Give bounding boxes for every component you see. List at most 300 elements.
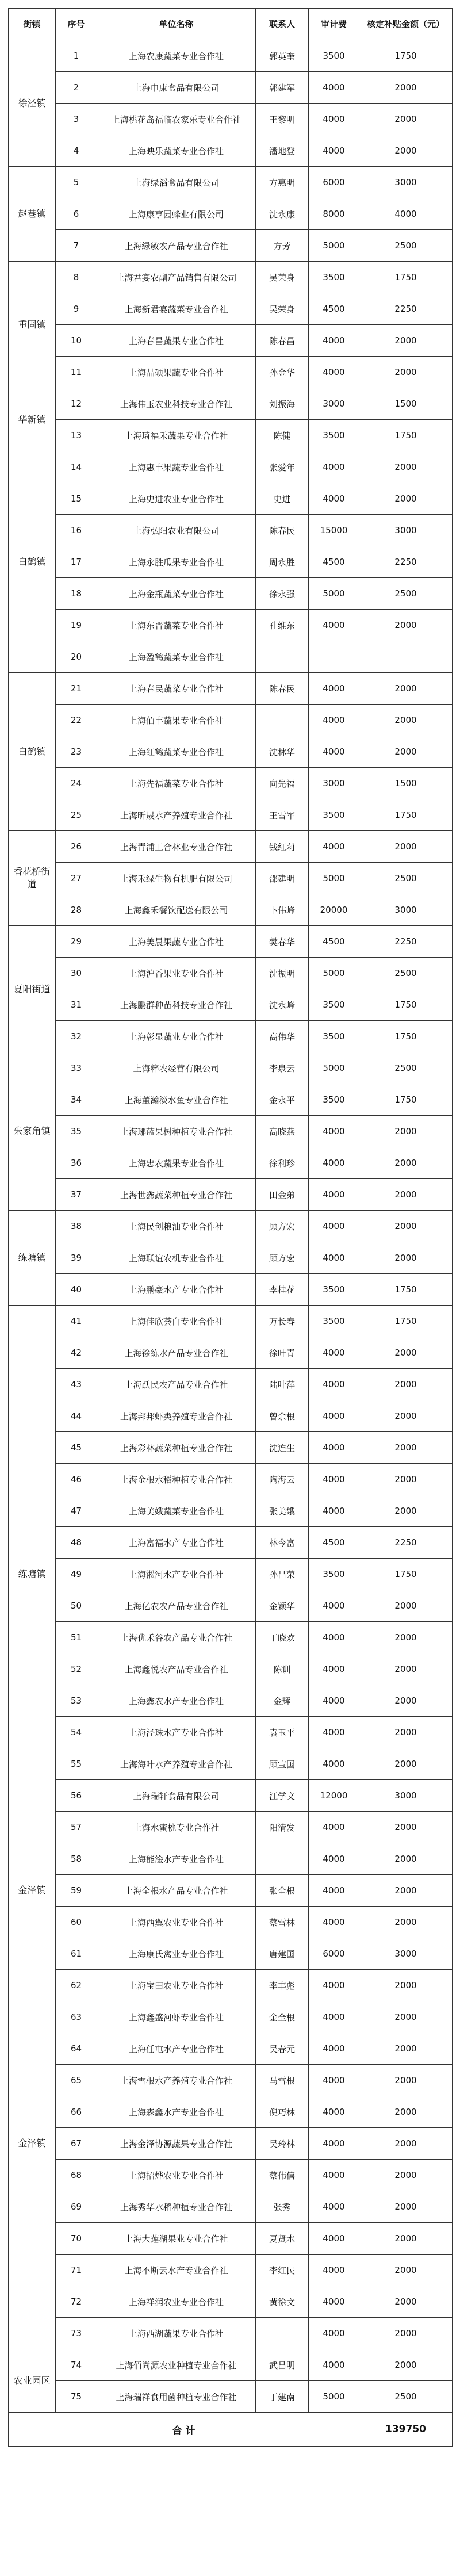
contact-person: 徐叶青 [256,1337,309,1369]
unit-name: 上海鑫农水产专业合作社 [97,1685,256,1717]
subsidy-amount: 1750 [359,1084,453,1116]
table-row [9,768,453,799]
row-number: 13 [56,420,97,451]
table-row [9,357,453,388]
table-row [9,1843,453,1875]
audit-fee: 4000 [309,2065,359,2096]
unit-name: 上海农康蔬菜专业合作社 [97,40,256,72]
subsidy-amount: 2000 [359,1622,453,1653]
contact-person: 金永平 [256,1084,309,1116]
contact-person: 樊春华 [256,926,309,958]
row-number: 52 [56,1653,97,1685]
row-number: 18 [56,578,97,610]
audit-fee: 6000 [309,167,359,198]
audit-fee: 4000 [309,1685,359,1717]
header-unit-name: 单位名称 [97,9,256,40]
audit-fee: 5000 [309,863,359,894]
contact-person: 夏贤水 [256,2223,309,2255]
unit-name: 上海瑞轩食品有限公司 [97,1780,256,1812]
audit-fee [309,641,359,673]
table-row [9,2191,453,2223]
unit-name: 上海泾珠水产专业合作社 [97,1717,256,1748]
unit-name: 上海史进农业专业合作社 [97,483,256,515]
subsidy-amount: 2000 [359,1400,453,1432]
row-number: 9 [56,293,97,325]
subsidy-amount: 2000 [359,705,453,736]
contact-person: 顾方宏 [256,1242,309,1274]
contact-person [256,705,309,736]
unit-name: 上海优禾谷农产品专业合作社 [97,1622,256,1653]
unit-name: 上海金瓶蔬菜专业合作社 [97,578,256,610]
audit-fee: 4000 [309,1337,359,1369]
audit-fee: 3500 [309,420,359,451]
audit-fee: 4000 [309,1464,359,1495]
unit-name: 上海亿农农产品专业合作社 [97,1590,256,1622]
contact-person: 刘振海 [256,388,309,420]
header-audit-fee: 审计费 [309,9,359,40]
contact-person: 沈振明 [256,958,309,989]
row-number: 21 [56,673,97,705]
subsidy-amount: 3000 [359,1938,453,1970]
audit-fee: 6000 [309,1938,359,1970]
contact-person: 陈春民 [256,515,309,546]
unit-name: 上海秀华水稻种植专业合作社 [97,2191,256,2223]
table-row [9,2349,453,2381]
row-number: 28 [56,894,97,926]
contact-person: 潘地登 [256,135,309,167]
subsidy-amount: 2000 [359,2318,453,2349]
row-number: 75 [56,2381,97,2413]
row-number: 3 [56,104,97,135]
unit-name: 上海弘阳农业有限公司 [97,515,256,546]
unit-name: 上海董瀚淡水鱼专业合作社 [97,1084,256,1116]
row-number: 55 [56,1748,97,1780]
subsidy-amount: 2000 [359,1970,453,2001]
row-number: 43 [56,1369,97,1400]
table-row [9,451,453,483]
audit-fee: 4000 [309,1907,359,1938]
town-cell: 重固镇 [9,262,56,388]
audit-fee: 4000 [309,1242,359,1274]
audit-fee: 4000 [309,1147,359,1179]
audit-fee: 3000 [309,388,359,420]
row-number: 17 [56,546,97,578]
audit-fee: 20000 [309,894,359,926]
audit-fee: 3500 [309,1021,359,1052]
contact-person: 张全根 [256,1875,309,1907]
table-row [9,641,453,673]
subsidy-amount: 2000 [359,1907,453,1938]
row-number: 62 [56,1970,97,2001]
unit-name: 上海晶硕果蔬专业合作社 [97,357,256,388]
table-row [9,1685,453,1717]
subsidy-table [8,8,453,2447]
contact-person: 丁建南 [256,2381,309,2413]
audit-fee: 4000 [309,1179,359,1211]
subsidy-amount [359,641,453,673]
table-row [9,1907,453,1938]
unit-name: 上海富福水产专业合作社 [97,1527,256,1559]
unit-name: 上海君宴农副产品销售有限公司 [97,262,256,293]
contact-person: 吴春元 [256,2033,309,2065]
table-row [9,894,453,926]
header-subsidy: 核定补贴金额（元） [359,9,453,40]
subsidy-amount: 2250 [359,926,453,958]
subsidy-amount: 2000 [359,451,453,483]
subsidy-amount: 3000 [359,1780,453,1812]
table-row [9,1242,453,1274]
unit-name: 上海禾绿生物有机肥有限公司 [97,863,256,894]
audit-fee: 5000 [309,578,359,610]
audit-fee: 4000 [309,1812,359,1843]
unit-name: 上海先福蔬菜专业合作社 [97,768,256,799]
subsidy-amount: 2250 [359,293,453,325]
table-row [9,1400,453,1432]
unit-name: 上海联谊农机专业合作社 [97,1242,256,1274]
table-row [9,1369,453,1400]
row-number: 4 [56,135,97,167]
table-row [9,989,453,1021]
table-row [9,1464,453,1495]
audit-fee: 4500 [309,546,359,578]
unit-name: 上海佰丰蔬果专业合作社 [97,705,256,736]
row-number: 50 [56,1590,97,1622]
table-row [9,1527,453,1559]
subsidy-amount: 2000 [359,736,453,768]
row-number: 66 [56,2096,97,2128]
row-number: 53 [56,1685,97,1717]
contact-person: 徐永强 [256,578,309,610]
row-number: 58 [56,1843,97,1875]
unit-name: 上海春昌蔬果专业合作社 [97,325,256,357]
table-row [9,388,453,420]
row-number: 34 [56,1084,97,1116]
town-cell: 华新镇 [9,388,56,451]
unit-name: 上海忠农蔬果专业合作社 [97,1147,256,1179]
unit-name: 上海美娥蔬菜专业合作社 [97,1495,256,1527]
audit-fee: 4000 [309,831,359,863]
unit-name: 上海映乐蔬菜专业合作社 [97,135,256,167]
row-number: 25 [56,799,97,831]
unit-name: 上海彩林蔬菜种植专业合作社 [97,1432,256,1464]
contact-person: 卜伟峰 [256,894,309,926]
table-row [9,1748,453,1780]
header-contact: 联系人 [256,9,309,40]
table-row [9,2255,453,2286]
subsidy-amount: 1750 [359,262,453,293]
subsidy-amount: 2000 [359,104,453,135]
header-town: 街镇 [9,9,56,40]
row-number: 1 [56,40,97,72]
audit-fee: 4000 [309,705,359,736]
contact-person: 方惠明 [256,167,309,198]
subsidy-amount: 2000 [359,673,453,705]
unit-name: 上海昕晟水产养殖专业合作社 [97,799,256,831]
table-row [9,2381,453,2413]
town-cell: 金泽镇 [9,1843,56,1938]
row-number: 26 [56,831,97,863]
unit-name: 上海金泽协源蔬果专业合作社 [97,2128,256,2160]
subsidy-amount: 2500 [359,1052,453,1084]
table-row [9,420,453,451]
table-row [9,1622,453,1653]
audit-fee: 4000 [309,1590,359,1622]
subsidy-amount: 2000 [359,2096,453,2128]
contact-person [256,641,309,673]
table-row [9,2001,453,2033]
row-number: 70 [56,2223,97,2255]
row-number: 65 [56,2065,97,2096]
audit-fee: 4000 [309,1400,359,1432]
audit-fee: 4000 [309,2223,359,2255]
contact-person: 孙昌荣 [256,1559,309,1590]
unit-name: 上海盈鹤蔬菜专业合作社 [97,641,256,673]
table-row [9,2318,453,2349]
subsidy-amount: 2500 [359,578,453,610]
town-cell: 夏阳街道 [9,926,56,1052]
row-number: 46 [56,1464,97,1495]
unit-name: 上海青浦工合林业专业合作社 [97,831,256,863]
contact-person: 吴玲林 [256,2128,309,2160]
subsidy-amount: 2000 [359,483,453,515]
subsidy-amount: 2000 [359,357,453,388]
audit-fee: 4000 [309,357,359,388]
contact-person: 武昌明 [256,2349,309,2381]
subsidy-amount: 2000 [359,135,453,167]
table-row [9,1274,453,1306]
contact-person: 金辉 [256,1685,309,1717]
row-number: 12 [56,388,97,420]
subsidy-amount: 2000 [359,1464,453,1495]
contact-person: 蔡雪林 [256,1907,309,1938]
contact-person: 金全根 [256,2001,309,2033]
contact-person: 阳清发 [256,1812,309,1843]
table-row [9,1653,453,1685]
unit-name: 上海徐练水产品专业合作社 [97,1337,256,1369]
audit-fee: 4000 [309,1211,359,1242]
audit-fee: 3500 [309,1306,359,1337]
audit-fee: 4000 [309,325,359,357]
row-number: 68 [56,2160,97,2191]
subsidy-amount: 2000 [359,831,453,863]
row-number: 54 [56,1717,97,1748]
row-number: 10 [56,325,97,357]
audit-fee: 3500 [309,799,359,831]
subsidy-amount: 2000 [359,2255,453,2286]
row-number: 6 [56,198,97,230]
subsidy-amount: 2000 [359,1369,453,1400]
unit-name: 上海水蜜桃专业合作社 [97,1812,256,1843]
unit-name: 上海世鑫蔬菜种植专业合作社 [97,1179,256,1211]
unit-name: 上海全根水产品专业合作社 [97,1875,256,1907]
unit-name: 上海宝田农业专业合作社 [97,1970,256,2001]
unit-name: 上海大莲湖果业专业合作社 [97,2223,256,2255]
row-number: 41 [56,1306,97,1337]
unit-name: 上海不断云水产专业合作社 [97,2255,256,2286]
audit-fee: 4000 [309,451,359,483]
contact-person: 沈永峰 [256,989,309,1021]
table-row [9,1337,453,1369]
subsidy-amount: 2000 [359,610,453,641]
contact-person: 万长春 [256,1306,309,1337]
audit-fee: 5000 [309,230,359,262]
subsidy-amount: 1500 [359,388,453,420]
table-row [9,673,453,705]
audit-fee: 4000 [309,2286,359,2318]
unit-name: 上海永胜瓜果专业合作社 [97,546,256,578]
unit-name: 上海淞河水产专业合作社 [97,1559,256,1590]
contact-person: 钱红莉 [256,831,309,863]
row-number: 59 [56,1875,97,1907]
subsidy-table-sheet [8,8,452,2447]
audit-fee: 4000 [309,1970,359,2001]
table-row [9,1938,453,1970]
row-number: 61 [56,1938,97,1970]
row-number: 8 [56,262,97,293]
table-row [9,1780,453,1812]
audit-fee: 4500 [309,1527,359,1559]
row-number: 22 [56,705,97,736]
row-number: 69 [56,2191,97,2223]
audit-fee: 4000 [309,1116,359,1147]
subsidy-amount: 2500 [359,863,453,894]
row-number: 44 [56,1400,97,1432]
contact-person: 沈连生 [256,1432,309,1464]
contact-person: 唐建国 [256,1938,309,1970]
row-number: 7 [56,230,97,262]
table-row [9,2223,453,2255]
audit-fee: 4000 [309,135,359,167]
table-row [9,1116,453,1147]
contact-person: 方芳 [256,230,309,262]
contact-person: 孔维东 [256,610,309,641]
subsidy-amount: 2000 [359,1653,453,1685]
table-row [9,2160,453,2191]
table-row [9,2128,453,2160]
contact-person: 李红民 [256,2255,309,2286]
audit-fee: 4500 [309,293,359,325]
row-number: 63 [56,2001,97,2033]
subsidy-amount: 2000 [359,2033,453,2065]
table-row [9,1052,453,1084]
row-number: 2 [56,72,97,104]
row-number: 49 [56,1559,97,1590]
table-row [9,610,453,641]
subsidy-amount: 2000 [359,2191,453,2223]
subsidy-amount: 1750 [359,1306,453,1337]
contact-person: 陈健 [256,420,309,451]
contact-person: 李桂花 [256,1274,309,1306]
subsidy-amount: 2000 [359,2286,453,2318]
unit-name: 上海彰显蔬业专业合作社 [97,1021,256,1052]
table-row [9,40,453,72]
table-row [9,198,453,230]
subsidy-amount: 1750 [359,420,453,451]
table-row [9,72,453,104]
town-cell: 香花桥街道 [9,831,56,926]
contact-person: 沈永康 [256,198,309,230]
unit-name: 上海琦福禾蔬果专业合作社 [97,420,256,451]
contact-person: 李泉云 [256,1052,309,1084]
contact-person: 袁玉平 [256,1717,309,1748]
unit-name: 上海森鑫水产专业合作社 [97,2096,256,2128]
subsidy-amount: 2000 [359,2160,453,2191]
subsidy-amount: 2000 [359,325,453,357]
audit-fee: 4000 [309,2128,359,2160]
contact-person: 江学文 [256,1780,309,1812]
subsidy-amount: 2000 [359,1211,453,1242]
unit-name: 上海粹农经营有限公司 [97,1052,256,1084]
table-row [9,2033,453,2065]
contact-person: 张秀 [256,2191,309,2223]
unit-name: 上海佰尚源农业种植专业合作社 [97,2349,256,2381]
contact-person [256,1843,309,1875]
table-row [9,135,453,167]
row-number: 15 [56,483,97,515]
audit-fee: 4000 [309,610,359,641]
row-number: 30 [56,958,97,989]
table-row [9,546,453,578]
contact-person: 陈春昌 [256,325,309,357]
contact-person: 林今富 [256,1527,309,1559]
row-number: 24 [56,768,97,799]
audit-fee: 4000 [309,1432,359,1464]
row-number: 42 [56,1337,97,1369]
town-cell: 练塘镇 [9,1211,56,1306]
total-row [9,2413,453,2447]
table-row [9,1306,453,1337]
table-row [9,736,453,768]
row-number: 72 [56,2286,97,2318]
contact-person: 周永胜 [256,546,309,578]
subsidy-amount: 2500 [359,230,453,262]
subsidy-amount: 1750 [359,989,453,1021]
table-row [9,293,453,325]
contact-person: 邵建明 [256,863,309,894]
subsidy-amount: 2000 [359,2223,453,2255]
subsidy-amount: 2000 [359,1337,453,1369]
unit-name: 上海红鹤蔬菜专业合作社 [97,736,256,768]
audit-fee: 8000 [309,198,359,230]
unit-name: 上海美晨果蔬专业合作社 [97,926,256,958]
audit-fee: 3500 [309,989,359,1021]
row-number: 56 [56,1780,97,1812]
audit-fee: 5000 [309,958,359,989]
row-number: 60 [56,1907,97,1938]
unit-name: 上海绿敏农产品专业合作社 [97,230,256,262]
subsidy-amount: 3000 [359,894,453,926]
contact-person: 徐利珍 [256,1147,309,1179]
subsidy-amount: 3000 [359,167,453,198]
audit-fee: 4000 [309,2033,359,2065]
subsidy-amount: 1750 [359,1274,453,1306]
unit-name: 上海金根水稻种植专业合作社 [97,1464,256,1495]
unit-name: 上海祥润农业专业合作社 [97,2286,256,2318]
subsidy-amount: 1750 [359,1559,453,1590]
subsidy-amount: 2000 [359,2001,453,2033]
unit-name: 上海琊蓝果树种植专业合作社 [97,1116,256,1147]
row-number: 20 [56,641,97,673]
unit-name: 上海能淦水产专业合作社 [97,1843,256,1875]
table-row [9,325,453,357]
table-row [9,483,453,515]
contact-person: 陈训 [256,1653,309,1685]
row-number: 23 [56,736,97,768]
table-row [9,1211,453,1242]
contact-person: 孙金华 [256,357,309,388]
audit-fee: 4000 [309,1748,359,1780]
row-number: 37 [56,1179,97,1211]
